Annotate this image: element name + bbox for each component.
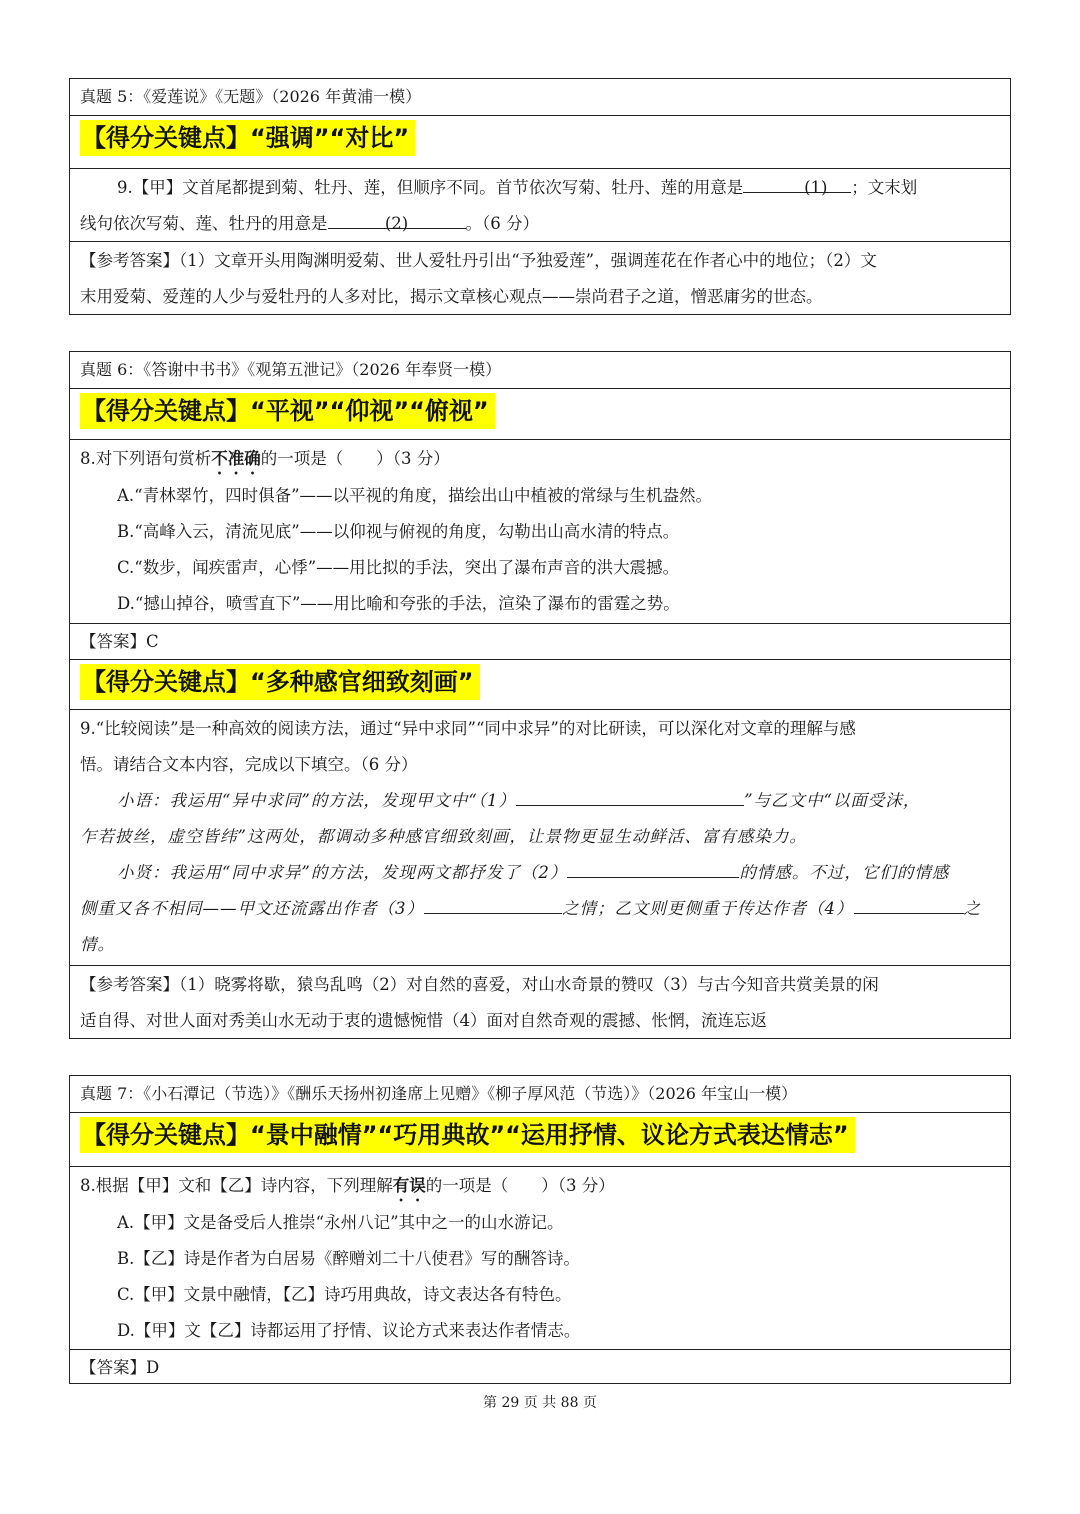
question-block-7	[69, 1075, 1011, 1384]
question-text-part: 线句依次写菊、莲、牡丹的用意是	[80, 214, 328, 233]
question-source: 真题 6：《答谢中书书》《观第五泄记》（2026 年奉贤一模）	[80, 360, 502, 379]
option-d: D.“撼山掉谷，喷雪直下”——用比喻和夸张的手法，渲染了瀑布的雷霆之势。	[117, 594, 680, 613]
reference-answer-line: 【参考答案】（1）文章开头用陶渊明爱菊、世人爱牡丹引出“予独爱莲”，强调莲花在作者心中的地位；（2）文	[80, 251, 877, 270]
text-part: 的情感。不过，它们的情感	[739, 863, 950, 882]
reference-answer	[70, 241, 1010, 317]
option-a: A.“青林翠竹，四时俱备”——以平视的角度，描绘出山中植被的常绿与生机盎然。	[117, 486, 713, 505]
question-8	[70, 439, 1010, 623]
student-xiaoxian-line	[80, 855, 1000, 891]
question-source: 真题 7：《小石潭记（节选）》《酬乐天扬州初逢席上见赠》《柳子厚风范（节选）》（2026 年宝山一模）	[80, 1084, 798, 1103]
reference-answer	[70, 965, 1010, 1041]
option-c: C.“数步，闻疾雷声，心悸”——用比拟的手法，突出了瀑布声音的洪大震撼。	[117, 558, 680, 577]
student-xiaoyu-line: 乍若披丝，虚空皆纬”这两处，都调动多种感官细致刻画，让景物更显生动鲜活、富有感染力。	[80, 827, 807, 846]
question-text	[70, 168, 1010, 241]
emphasis-text: 有误	[392, 1176, 426, 1195]
reference-answer-line: 适自得、对世人面对秀美山水无动于衷的遗憾惋惜（4）面对自然奇观的震撼、怅惘，流连忘返	[80, 1011, 767, 1030]
answer-blank-1: (1)	[743, 170, 851, 193]
text-part: 之	[963, 899, 981, 918]
question-text-part: 【甲】文首尾都提到菊、牡丹、莲，但顺序不同。首节依次写菊、牡丹、莲的用意是	[132, 178, 744, 197]
scoring-key-row	[70, 659, 1010, 709]
option-b: B.“高峰入云，清流见底”——以仰视与俯视的角度，勾勒出山高水清的特点。	[117, 522, 680, 541]
question-text-part: 8.对下列语句赏析	[80, 449, 212, 468]
text-part: 侧重又各不相同——甲文还流露出作者（3）	[80, 899, 424, 918]
scoring-key-row	[70, 115, 1010, 168]
reference-answer-line: 【参考答案】（1）晓雾将歇，猿鸟乱鸣（2）对自然的喜爱，对山水奇景的赞叹（3）与古今知音共赏美景的闲	[80, 975, 879, 994]
question-text-line: 9.“比较阅读”是一种高效的阅读方法，通过“异中求同”“同中求异”的对比研读，可以深化对文章的理解与感	[80, 719, 856, 738]
text-part: 小语：我运用“异中求同”的方法，发现甲文中“（1）	[117, 791, 517, 810]
emphasis-text: 不准确	[211, 449, 261, 468]
question-source: 真题 5：《爱莲说》《无题》（2026 年黄浦一模）	[80, 87, 422, 106]
student-xiaoxian-line	[80, 891, 1000, 927]
question-text-part: 的一项是（ ）（3 分）	[260, 449, 450, 468]
page-footer: 第 29 页 共 88 页	[483, 1395, 597, 1411]
question-block-6	[69, 351, 1011, 1039]
text-part: 小贤：我运用“同中求异”的方法，发现两文都抒发了（2）	[117, 863, 568, 882]
scoring-key-highlight: 【得分关键点】“多种感官细致刻画”	[80, 664, 480, 700]
question-text-part: 8.根据【甲】文和【乙】诗内容，下列理解	[80, 1176, 393, 1195]
scoring-key-highlight: 【得分关键点】“景中融情”“巧用典故”“运用抒情、议论方式表达情志”	[80, 1117, 855, 1153]
answer: 【答案】D	[70, 1349, 1010, 1385]
scoring-key-row	[70, 388, 1010, 439]
scoring-key-highlight: 【得分关键点】“平视”“仰视”“俯视”	[80, 393, 495, 429]
option-c: C.【甲】文景中融情，【乙】诗巧用典故，诗文表达各有特色。	[117, 1285, 572, 1304]
option-a: A.【甲】文是备受后人推崇“永州八记”其中之一的山水游记。	[117, 1213, 564, 1232]
student-xiaoxian-line: 情。	[80, 935, 115, 954]
scoring-key-row	[70, 1112, 1010, 1166]
answer: 【答案】C	[70, 623, 1010, 659]
question-block-5	[69, 78, 1011, 315]
fill-blank-3	[424, 891, 562, 914]
question-text-line: 悟。请结合文本内容，完成以下填空。（6 分）	[80, 755, 418, 774]
fill-blank-4	[854, 891, 964, 914]
reference-answer-line: 末用爱菊、爱莲的人少与爱牡丹的人多对比，揭示文章核心观点——崇尚君子之道，憎恶庸劣的世态。	[80, 287, 823, 306]
question-text-part: 的一项是（ ）（3 分）	[425, 1176, 615, 1195]
question-9	[70, 709, 1010, 965]
student-xiaoyu-line	[80, 783, 1000, 819]
question-8	[70, 1166, 1010, 1349]
text-part: 之情；乙文则更侧重于传达作者（4）	[562, 899, 854, 918]
fill-blank-1	[516, 783, 744, 806]
answer-blank-2: (2)	[328, 206, 466, 229]
question-text-part: ；文末划	[851, 178, 918, 197]
question-text-part: 。（6 分）	[465, 214, 539, 233]
scoring-key-highlight: 【得分关键点】“强调”“对比”	[80, 120, 415, 156]
option-d: D.【甲】文【乙】诗都运用了抒情、议论方式来表达作者情志。	[117, 1321, 581, 1340]
fill-blank-2	[567, 855, 739, 878]
text-part: ”与乙文中“以面受沫，	[744, 791, 921, 810]
option-b: B.【乙】诗是作者为白居易《醉赠刘二十八使君》写的酬答诗。	[117, 1249, 580, 1268]
question-number: 9.	[117, 178, 133, 197]
